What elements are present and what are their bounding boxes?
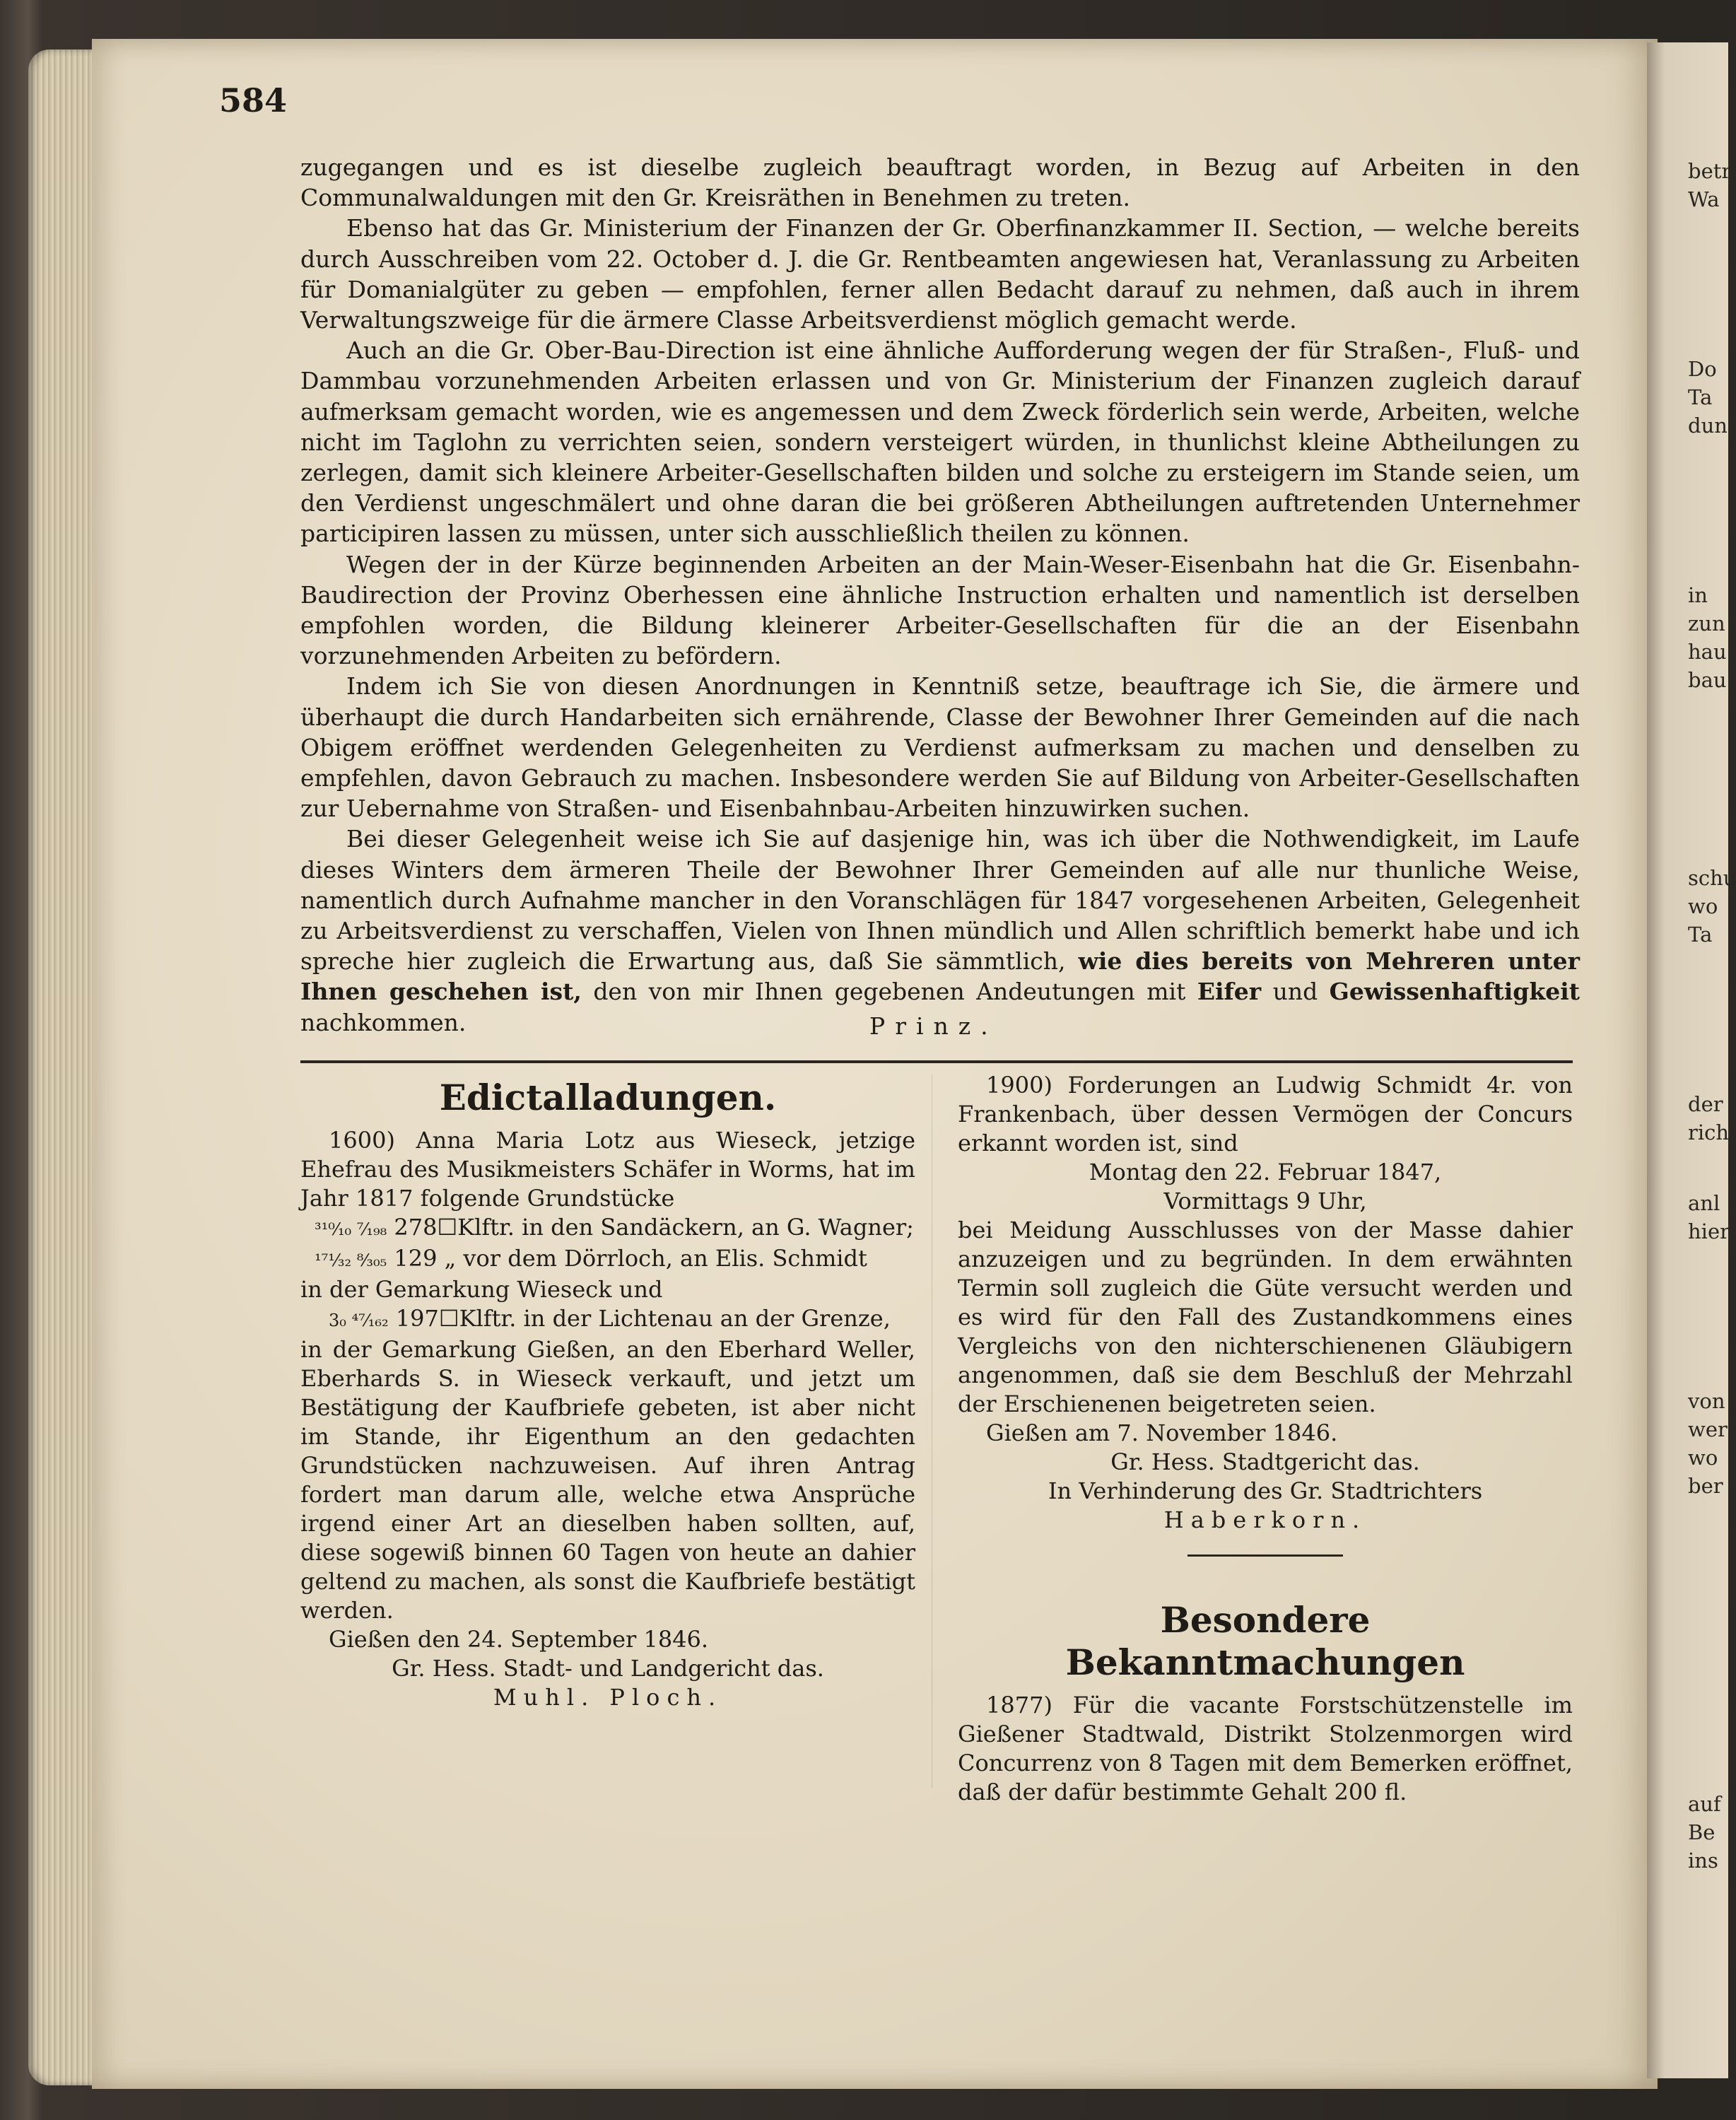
fragment: Wa (1688, 187, 1720, 211)
fragment: Ta (1688, 923, 1713, 947)
notice-date: Gießen den 24. September 1846. (329, 1626, 709, 1653)
parcel-text: 129 „ vor dem Dörrloch, an Elis. Schmidt (394, 1245, 867, 1272)
paragraph: zugegangen und es ist dieselbe zugleich beauftragt worden, in Bezug auf Arbeiten in den Communalwaldungen mit den Gr. Kreisräthen in Benehmen zu treten. (300, 153, 1580, 212)
paragraph: Wegen der in der Kürze beginnenden Arbeiten an der Main-Weser-Eisenbahn hat die Gr. Eisenbahn-Baudirection der Provinz Oberhessen eine ähnliche Instruction erhalten und namentlich ist derselben empfohlen worden, die Bildung kleinerer Arbeiter-Gesellschaften für die an der Eisenbahn vorzunehmenden Arbeiten zu befördern. (300, 550, 1580, 670)
text-run: Bei dieser Gelegenheit weise ich Sie auf dasjenige hin, was ich über die Nothwendigkeit, im Laufe dieses Winters dem ärmeren Theile der Bewohner Ihrer Gemeinden auf alle nur thunliche Weise, namentlich durch Aufnahme mancher in den Voranschlägen für 1847 vorgesehenen Arbeiten, Gelegenheit zu Arbeitsverdienst zu verschaffen, Vielen von Ihnen mündlich und Allen schriftlich bemerkt habe und ich spreche hier zugleich die Erwartung aus, daß Sie sämmtlich, (300, 825, 1580, 976)
signature-prinz: Prinz. (869, 1012, 998, 1040)
parcel-text: 278☐Klftr. in den Sandäckern, an G. Wagner; (394, 1214, 914, 1241)
fragment: betr (1688, 159, 1732, 183)
fragment: von (1688, 1389, 1725, 1413)
fragment: wo (1688, 894, 1718, 918)
text-run: und (1272, 978, 1318, 1006)
paragraph: Auch an die Gr. Ober-Bau-Direction ist eine ähnliche Aufforderung wegen der für Straßen-, Fluß- und Dammbau vorzunehmenden Arbeiten erlassen und von Gr. Ministerium der Finanzen zugleich darauf aufmerksam gemacht worden, wie es angemessen und dem Zweck förderlich sein werde, Arbeiten, welche nicht im Taglohn zu verrichten seien, sondern versteigert würden, in thunlichst kleine Abtheilungen zu zerlegen, damit sich kleinere Arbeiter-Gesellschaften bilden und solche zu ersteigern im Stande seien, um den Verdienst ungeschmälert und ohne daran die bei größeren Abtheilungen auftretenden Unternehmer participiren lassen zu müssen, unter sich ausschließlich theilen zu können. (300, 336, 1580, 548)
fragment: der (1688, 1092, 1723, 1116)
parcel-fractions: ¹⁷¹⁄₃₂ ⁸⁄₃₀₅ (315, 1251, 387, 1270)
fragment: Ta (1688, 385, 1713, 409)
fragment: in (1688, 583, 1708, 607)
notice-body: in der Gemarkung Gießen, an den Eberhard Weller, Eberhards S. in Wieseck verkauft, und jetzt um Bestätigung der Kaufbriefe gebeten, ist aber nicht im Stande, ihr Eigenthum an den gedachten Grundstücken nachzuweisen. Auf ihren Antrag fordert man darum alle, welche etwa Ansprüche irgend einer Art an dieselben haben sollten, auf, diese sogewiß binnen 60 Tagen von heute an dahier geltend zu machen, als sonst die Kaufbriefe bestätigt werden. (300, 1336, 915, 1624)
page-number: 584 (219, 81, 288, 119)
text-run: nachkommen. (300, 1008, 467, 1036)
notice-date: Gießen am 7. November 1846. (986, 1419, 1338, 1446)
fragment: bau (1688, 668, 1727, 692)
notice-1600 (300, 1126, 915, 1712)
fragment: wer (1688, 1417, 1728, 1441)
hearing-date: Montag den 22. Februar 1847, (1089, 1159, 1442, 1185)
left-column (300, 1071, 915, 1712)
court-name: Gr. Hess. Stadtgericht das. (1110, 1448, 1420, 1475)
fragment: hier (1688, 1219, 1730, 1243)
notice-intro: 1600) Anna Maria Lotz aus Wieseck, jetzige Ehefrau des Musikmeisters Schäfer in Worms, hat im Jahr 1817 folgende Grundstücke (300, 1127, 915, 1212)
notice-1877 (958, 1691, 1573, 1807)
parcel-row (300, 1304, 915, 1335)
fragment: schu (1688, 866, 1736, 890)
text-run: den von mir Ihnen gegebenen Andeutungen mit (593, 978, 1186, 1006)
fragment: dun (1688, 414, 1728, 438)
fragment: Do (1688, 357, 1717, 381)
right-column (958, 1071, 1573, 1807)
parcel-row (300, 1213, 915, 1244)
notice-body: bei Meidung Ausschlusses von der Masse dahier anzuzeigen und zu begründen. In dem erwähnten Termin soll zugleich die Güte versucht werden und es wird für den Fall des Zustandkommens eines Vergleichs von den nichterschienenen Gläubigern angenommen, daß sie dem Beschluß der Mehrzahl der Erschienenen beigetreten seien. (958, 1217, 1573, 1417)
parcel-row (300, 1244, 915, 1275)
hearing-time: Vormittags 9 Uhr, (1163, 1188, 1367, 1214)
fragment: rich (1688, 1120, 1730, 1144)
fragment: hau (1688, 640, 1727, 664)
fragment: wo (1688, 1446, 1718, 1470)
paragraph: Ebenso hat das Gr. Ministerium der Finanzen der Gr. Oberfinanzkammer II. Section, — welche bereits durch Ausschreiben vom 22. October d. J. die Gr. Rentbeamten angewiesen hat, Veranlassung zu Arbeiten für Domanialgüter zu geben — empfohlen, ferner allen Bedacht darauf zu nehmen, daß auch in ihrem Verwaltungszweige für die ärmere Classe Arbeitsverdienst möglich gemacht werde. (300, 214, 1580, 334)
location-line: in der Gemarkung Wieseck und (300, 1276, 663, 1303)
fragment: ber (1688, 1474, 1723, 1498)
right-page-sliver (1647, 42, 1736, 2078)
parcel-fractions: 3₀ ⁴⁷⁄₁₆₂ (329, 1311, 389, 1330)
decree-text (300, 152, 1580, 1038)
deputy-line: In Verhinderung des Gr. Stadtrichters (1048, 1477, 1483, 1504)
signers: Muhl. Ploch. (493, 1684, 723, 1711)
court-name: Gr. Hess. Stadt- und Landgericht das. (392, 1655, 824, 1682)
notice-body: 1877) Für die vacante Forstschützenstelle im Gießener Stadtwald, Distrikt Stolzenmorgen wird Concurrenz von 8 Tagen mit dem Bemerken eröffnet, daß der dafür bestimmte Gehalt 200 fl. (958, 1692, 1573, 1805)
paragraph (300, 824, 1580, 1037)
fragment: auf (1688, 1792, 1721, 1816)
fragment: ins (1688, 1849, 1718, 1873)
separator-rule (1187, 1554, 1343, 1557)
emphasis: Eifer (1197, 978, 1262, 1006)
signer: Haberkorn. (1163, 1506, 1367, 1533)
emphasis: Gewissenhaftigkeit (1329, 978, 1580, 1006)
parcel-text: 197☐Klftr. in der Lichtenau an der Grenze, (395, 1305, 891, 1332)
fragment: zun (1688, 611, 1725, 636)
emphasis: wie dies bereits von Mehreren unter Ihnen geschehen ist, (300, 947, 1580, 1006)
notice-intro: 1900) Forderungen an Ludwig Schmidt 4r. von Frankenbach, über dessen Vermögen der Concurs erkannt worden ist, sind (958, 1072, 1573, 1156)
paragraph: Indem ich Sie von diesen Anordnungen in Kenntniß setze, beauftrage ich Sie, die ärmere und überhaupt die durch Handarbeiten sich ernährende, Classe der Bewohner Ihrer Gemeinden auf die nach Obigem eröffnet werdenden Gelegenheiten zu Verdienst aufmerksam zu machen und denselben zu empfehlen, davon Gebrauch zu machen. Insbesondere werden Sie auf Bildung von Arbeiter-Gesellschaften zur Uebernahme von Straßen- und Eisenbahnbau-Arbeiten hinzuwirken suchen. (300, 672, 1580, 823)
fragment: anl (1688, 1191, 1720, 1215)
section-heading: Edictalladungen. (439, 1077, 777, 1118)
section-heading: Besondere Bekanntmachungen (1065, 1599, 1465, 1683)
parcel-fractions: ³¹⁰⁄₁₀ ⁷⁄₁₉₈ (315, 1219, 387, 1239)
notice-1900 (958, 1071, 1573, 1535)
fragment: Be (1688, 1820, 1716, 1844)
section-rule (300, 1060, 1573, 1063)
